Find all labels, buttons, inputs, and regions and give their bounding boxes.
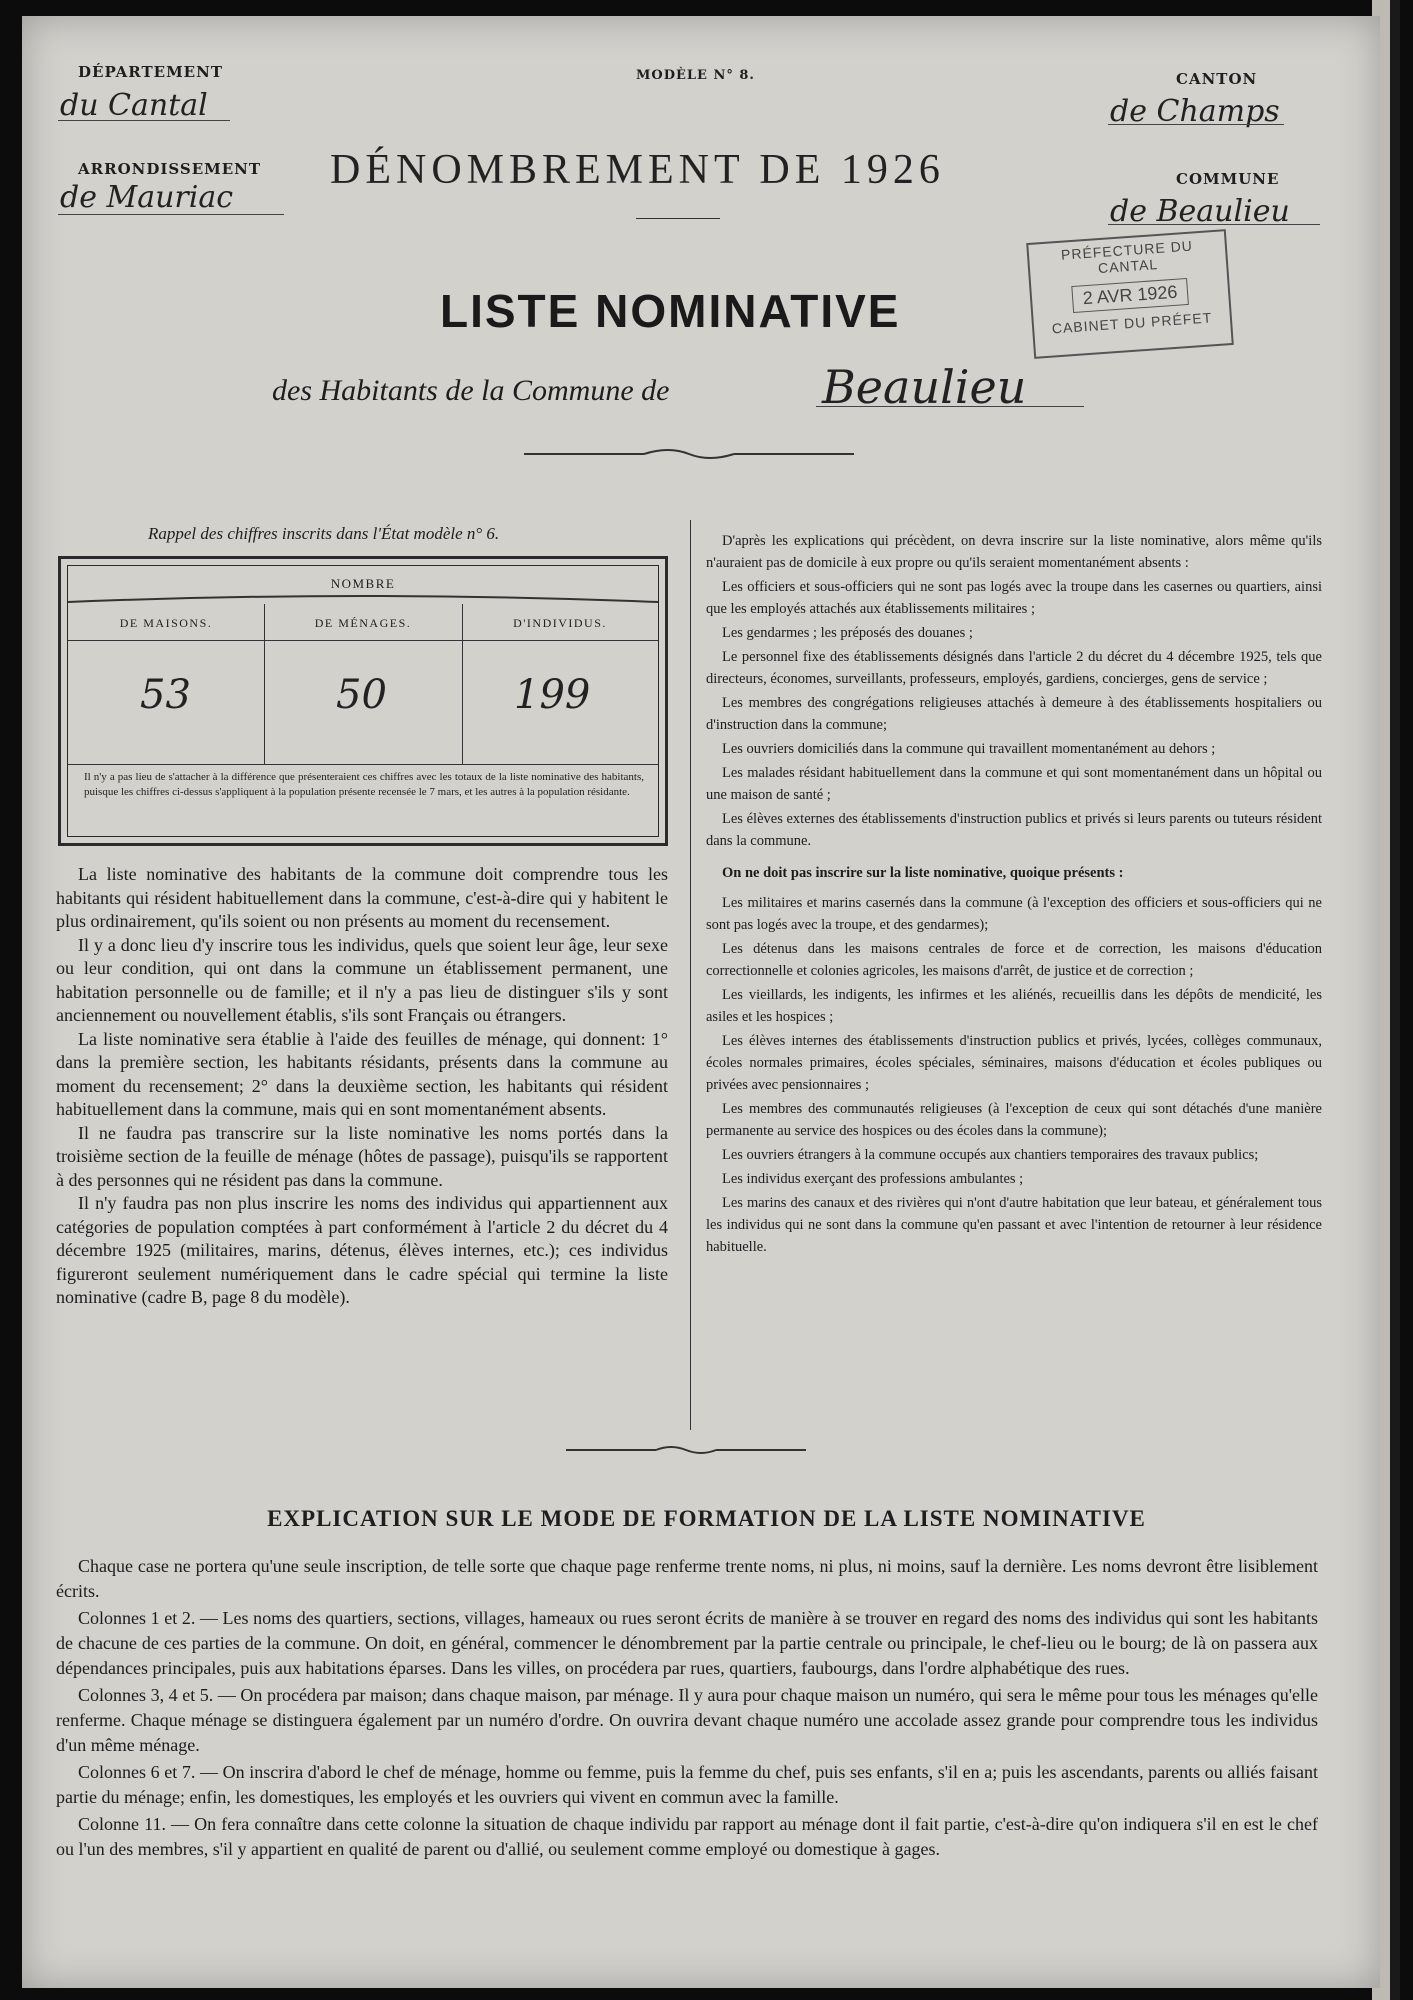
page-title: DÉNOMBREMENT DE 1926 (330, 147, 945, 193)
right-instructions (706, 530, 1322, 1260)
right-paragraph: D'après les explications qui précèdent, on devra inscrire sur la liste nominative, alors même qu'ils n'auraient pas de domicile à eux propre ou qu'ils seraient momentanément absents : (706, 533, 1322, 571)
right-paragraph: Les officiers et sous-officiers qui ne sont pas logés avec la troupe dans les casernes ou quartiers, ainsi que les employés attachés aux établissements militaires ; (706, 579, 1322, 617)
column-separator (690, 520, 691, 1430)
left-paragraph: Il n'y faudra pas non plus inscrire les noms des individus qui appartiennent aux catégories de population comptées à part conformément à l'article 2 du décret du 4 décembre 1925 (militaires, marins, détenus, élèves internes, etc.); ces individus figureront seulement numériquement dans le cadre spécial qui termine la liste nominative (cadre B, page 8 du modèle). (56, 1193, 668, 1307)
explication-title: EXPLICATION SUR LE MODE DE FORMATION DE LA LISTE NOMINATIVE (267, 1506, 1146, 1531)
value-maisons: 53 (140, 672, 191, 718)
rappel-box (58, 556, 668, 846)
commune-label: COMMUNE (1176, 170, 1280, 188)
canton-rule (1108, 124, 1284, 125)
modele-number: MODÈLE N° 8. (636, 68, 755, 83)
ornament-divider (524, 448, 854, 460)
stamp-date: 2 AVR 1926 (1071, 278, 1189, 313)
explication-paragraph: Colonnes 6 et 7. — On inscrira d'abord le chef de ménage, homme ou femme, puis la femme du chef, puis ses enfants, s'il en a; puis les ascendants, parents ou alliés faisant partie du ménage; enfin, les domestiques, les employés et les ouvriers qui vivent en commun avec la famille. (56, 1762, 1318, 1807)
left-paragraph: La liste nominative des habitants de la commune doit comprendre tous les habitants qui résident habituellement dans la commune, c'est-à-dire qui y habitent le plus ordinairement, qu'ils soient ou non présents au moment du recensement. (56, 864, 668, 931)
subtitle-rule (816, 406, 1084, 407)
left-instructions (56, 863, 668, 1310)
departement-label: DÉPARTEMENT (78, 63, 223, 81)
section-divider (566, 1444, 806, 1456)
explication-paragraph: Chaque case ne portera qu'une seule inscription, de telle sorte que chaque page renferme trente noms, ni plus, ni moins, sauf la dernière. Les noms devront être lisiblement écrits. (56, 1556, 1318, 1601)
subtitle-commune: Beaulieu (822, 360, 1027, 414)
stamp-line-1: PRÉFECTURE DU CANTAL (1060, 237, 1194, 277)
prefecture-stamp (1026, 229, 1234, 359)
arrondissement-label: ARRONDISSEMENT (78, 160, 262, 178)
col-header-menages: DE MÉNAGES. (314, 616, 412, 630)
right-paragraph: Les élèves internes des établissements d'instruction publics et privés, lycées, collèges communaux, écoles normales primaires, écoles spéciales, séminaires, maisons d'éducation et écoles publiques ou privées avec pensionnaires ; (706, 1033, 1322, 1093)
right-paragraph: Le personnel fixe des établissements désignés dans l'article 2 du décret du 4 décembre 1925, tels que directeurs, économes, surveillants, professeurs, employés, gardiens, concierges, gens de service ; (706, 649, 1322, 687)
rappel-box-inner (67, 565, 659, 837)
arrondissement-rule (58, 214, 284, 215)
values-rule (68, 764, 658, 765)
nombre-flourish (68, 594, 658, 608)
commune-value: de Beaulieu (1110, 194, 1290, 229)
right-paragraph: Les malades résidant habituellement dans la commune et qui sont momentanément dans un hôpital ou une maison de santé ; (706, 765, 1322, 803)
left-paragraph: Il ne faudra pas transcrire sur la liste nominative les noms portés dans la troisième section de la feuille de ménage (hôtes de passage), puisqu'ils se rapportent à des personnes qui ne résident pas dans la commune. (56, 1122, 668, 1190)
nombre-header: NOMBRE (330, 576, 396, 591)
title-divider (636, 218, 720, 219)
liste-nominative-heading: LISTE NOMINATIVE (440, 285, 901, 337)
col-header-individus: D'INDIVIDUS. (513, 616, 607, 630)
canton-value: de Champs (1110, 94, 1280, 129)
right-paragraph: Les membres des communautés religieuses (à l'exception de ceux qui sont détachés d'une manière permanente au service des hospices ou des écoles dans la commune); (706, 1101, 1322, 1139)
subtitle-prefix: des Habitants de la Commune de (272, 374, 670, 407)
departement-rule (58, 120, 230, 121)
arrondissement-value: de Mauriac (60, 180, 234, 215)
explication-paragraph: Colonnes 1 et 2. — Les noms des quartiers, sections, villages, hameaux ou rues seront écrits de manière à se trouver en regard des noms des individus qui sont les habitants de chacune de ces parties de la commune. On doit, en général, commencer le dénombrement par la partie centrale ou principale, le chef-lieu ou le bourg; de là on passera aux dépendances principales, puis aux habitations éparses. Dans les villes, on procédera par rues, quartiers, faubourgs, dans l'ordre alphabétique des rues. (56, 1608, 1318, 1678)
commune-rule (1108, 224, 1320, 225)
value-menages: 50 (336, 672, 387, 718)
departement-value: du Cantal (60, 88, 208, 123)
col-header-maisons: DE MAISONS. (119, 616, 213, 630)
right-paragraph: Les membres des congrégations religieuses attachés à demeure à des établissements hospitaliers ou d'instruction dans la commune; (706, 695, 1322, 733)
right-paragraph: Les gendarmes ; les préposés des douanes ; (722, 625, 973, 641)
explication-body (56, 1554, 1318, 1864)
right-paragraph: Les vieillards, les indigents, les infirmes et les aliénés, recueillis dans les dépôts de mendicité, les asiles et les hospices ; (706, 987, 1322, 1025)
right-subheading: On ne doit pas inscrire sur la liste nominative, quoique présents : (722, 865, 1124, 881)
left-paragraph: La liste nominative sera établie à l'aide des feuilles de ménage, qui donnent: 1° dans la première section, les habitants résidants, présents dans la commune au moment du recensement; 2° dans la deuxième section, les habitants qui résident habituellement dans la commune, mais qui en sont momentanément absents. (56, 1028, 668, 1119)
right-paragraph: Les marins des canaux et des rivières qui n'ont d'autre habitation que leur bateau, et généralement tous les individus qui ne sont dans la commune qu'en passant et avec l'intention de retourner à leur résidence habituelle. (706, 1195, 1322, 1255)
right-paragraph: Les militaires et marins casernés dans la commune (à l'exception des officiers et sous-officiers qui ne sont pas logés avec la troupe, et des gendarmes); (706, 895, 1322, 933)
explication-paragraph: Colonnes 3, 4 et 5. — On procédera par maison; dans chaque maison, par ménage. Il y aura pour chaque maison un numéro, qui sera le même pour tous les ménages qu'elle renferme. Chaque ménage se distinguera également par un numéro d'ordre. On ouvrira devant chaque numéro une accolade assez grande pour comprendre tous les individus d'un même ménage. (56, 1685, 1318, 1755)
right-paragraph: Les ouvriers domiciliés dans la commune qui travaillent momentanément au dehors ; (722, 741, 1216, 757)
stamp-line-3: CABINET DU PRÉFET (1051, 309, 1213, 337)
right-paragraph: Les élèves externes des établissements d'instruction publics et privés si leurs parents ou tuteurs résident dans la commune. (706, 811, 1322, 849)
paper-edge-shadow (1390, 0, 1400, 2000)
right-paragraph: Les détenus dans les maisons centrales de force et de correction, les maisons d'éducation correctionnelle et colonies agricoles, les maisons d'arrêt, de justice et de correction ; (706, 941, 1322, 979)
right-paragraph: Les ouvriers étrangers à la commune occupés aux chantiers temporaires des travaux publics; (722, 1147, 1259, 1163)
header-rule (68, 640, 658, 641)
rappel-note: Il n'y a pas lieu de s'attacher à la différence que présenteraient ces chiffres avec les totaux de la liste nominative des habitants, puisque les chiffres ci-dessus s'appliquent à la population présente recensée le 7 mars, et les autres à la population résidante. (84, 771, 644, 798)
canton-label: CANTON (1176, 70, 1258, 88)
value-individus: 199 (514, 672, 591, 718)
left-paragraph: Il y a donc lieu d'y inscrire tous les individus, quels que soient leur âge, leur sexe ou leur condition, qui ont dans la commune un établissement permanent, une habitation personnelle ou de famille; et il n'y a pas lieu de distinguer s'ils y sont anciennement ou nouvellement établis, s'ils sont Français ou étrangers. (56, 934, 668, 1025)
right-paragraph: Les individus exerçant des professions ambulantes ; (722, 1171, 1024, 1187)
explication-paragraph: Colonne 11. — On fera connaître dans cette colonne la situation de chaque individu par rapport au ménage dont il fait partie, c'est-à-dire qu'on indiquera s'il en est le chef ou l'un des membres, s'il y appartient en qualité de parent ou d'allié, ou seulement comme employé ou domestique à gages. (56, 1814, 1318, 1859)
rappel-caption: Rappel des chiffres inscrits dans l'État modèle n° 6. (148, 524, 500, 543)
